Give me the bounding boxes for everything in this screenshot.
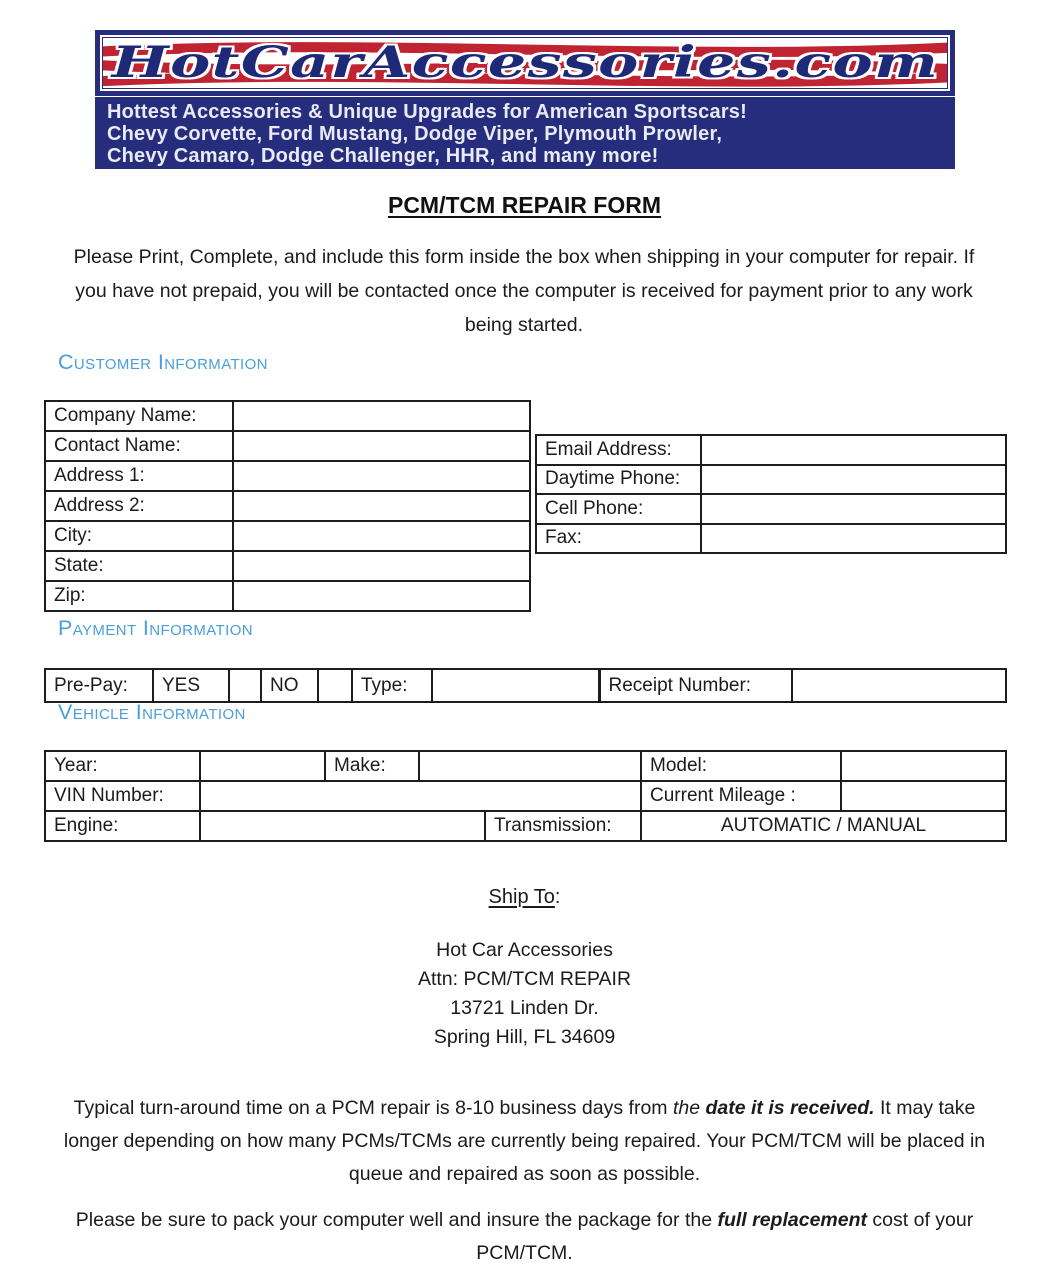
- customer-information-heading: Customer Information: [58, 350, 268, 374]
- label-cell-phone: Cell Phone:: [536, 494, 701, 524]
- contact-name-field[interactable]: [233, 431, 530, 461]
- label-fax: Fax:: [536, 524, 701, 554]
- label-city: City:: [45, 521, 233, 551]
- table-row: [45, 401, 530, 431]
- label-current-mileage: Current Mileage :: [641, 781, 841, 811]
- label-receipt-number: Receipt Number:: [599, 669, 792, 702]
- address-line-3: 13721 Linden Dr.: [450, 997, 599, 1019]
- tagline-line-3: Chevy Camaro, Dodge Challenger, HHR, and many more!: [107, 145, 659, 167]
- table-row: [45, 811, 1006, 841]
- fax-field[interactable]: [701, 524, 1006, 554]
- vehicle-information-heading: Vehicle Information: [58, 700, 246, 724]
- form-title: [0, 192, 1049, 219]
- table-row: [45, 491, 530, 521]
- label-type: Type:: [352, 669, 432, 702]
- zip-field[interactable]: [233, 581, 530, 611]
- ship-to-heading-colon: :: [554, 886, 561, 908]
- address-line-4: Spring Hill, FL 34609: [433, 1026, 616, 1048]
- payment-info-table: [44, 668, 1007, 703]
- address-line-1: Hot Car Accessories: [436, 939, 613, 961]
- table-row: [45, 669, 1006, 702]
- daytime-phone-field[interactable]: [701, 465, 1006, 495]
- label-transmission: Transmission:: [485, 811, 641, 841]
- intro-paragraph: Please Print, Complete, and include this form inside the box when shipping in your computer for repair. If you have not prepaid, you will be contacted once the computer is received for payment prior to any work being started.: [73, 246, 975, 336]
- vin-number-field[interactable]: [200, 781, 641, 811]
- packing-text-1: Please be sure to pack your computer well and insure the package for the: [75, 1209, 718, 1231]
- payment-information-heading: Payment Information: [58, 616, 253, 640]
- address-1-field[interactable]: [233, 461, 530, 491]
- prepay-yes-mark-cell[interactable]: [229, 669, 261, 702]
- city-field[interactable]: [233, 521, 530, 551]
- label-engine: Engine:: [45, 811, 200, 841]
- table-row: [45, 551, 530, 581]
- label-state: State:: [45, 551, 233, 581]
- logo-text-wrap: [103, 38, 947, 88]
- current-mileage-field[interactable]: [841, 781, 1006, 811]
- label-email-address: Email Address:: [536, 435, 701, 465]
- payment-type-field[interactable]: [432, 669, 599, 702]
- state-field[interactable]: [233, 551, 530, 581]
- label-pre-pay: Pre-Pay:: [45, 669, 153, 702]
- tagline-line-1: Hottest Accessories & Unique Upgrades for American Sportscars!: [107, 101, 747, 123]
- turnaround-text-1: Typical turn-around time on a PCM repair is 8-10 business days from: [73, 1097, 673, 1119]
- turnaround-text-2: It may take longer depending on how many PCMs/TCMs are currently being repaired. Your PCM/TCM will be placed in queue and repaired as soon as possible.: [63, 1097, 986, 1185]
- packing-paragraph: [58, 1204, 991, 1270]
- customer-info-table-left: [44, 400, 531, 612]
- ship-to-heading: [0, 886, 1049, 909]
- label-no: NO: [261, 669, 318, 702]
- tagline-line-2: Chevy Corvette, Ford Mustang, Dodge Viper, Plymouth Prowler,: [107, 123, 723, 145]
- transmission-options-value: AUTOMATIC / MANUAL: [641, 811, 1006, 841]
- tagline-band: [95, 97, 955, 169]
- table-row: [536, 465, 1006, 495]
- label-vin-number: VIN Number:: [45, 781, 200, 811]
- receipt-number-field[interactable]: [792, 669, 1006, 702]
- label-make: Make:: [325, 751, 419, 781]
- label-company-name: Company Name:: [45, 401, 233, 431]
- cell-phone-field[interactable]: [701, 494, 1006, 524]
- address-2-field[interactable]: [233, 491, 530, 521]
- packing-text-2: cost of your PCM/TCM.: [476, 1209, 974, 1264]
- logo-banner: [95, 30, 955, 96]
- engine-field[interactable]: [200, 811, 485, 841]
- table-row: [45, 781, 1006, 811]
- turnaround-bold-italic: date it is received.: [705, 1097, 875, 1119]
- label-address-1: Address 1:: [45, 461, 233, 491]
- year-field[interactable]: [200, 751, 325, 781]
- ship-to-address: [0, 936, 1049, 1052]
- table-row: [45, 461, 530, 491]
- email-address-field[interactable]: [701, 435, 1006, 465]
- packing-bold-italic: full replacement: [717, 1209, 868, 1231]
- make-field[interactable]: [419, 751, 641, 781]
- form-title-text: PCM/TCM REPAIR FORM: [387, 192, 661, 218]
- table-row: [45, 581, 530, 611]
- label-daytime-phone: Daytime Phone:: [536, 465, 701, 495]
- logo-inner-frame: [102, 37, 948, 89]
- ship-to-heading-text: Ship To: [488, 886, 555, 908]
- vehicle-info-table: [44, 750, 1007, 842]
- prepay-no-mark-cell[interactable]: [318, 669, 352, 702]
- label-address-2: Address 2:: [45, 491, 233, 521]
- label-yes: YES: [153, 669, 229, 702]
- table-row: [536, 524, 1006, 554]
- table-row: [45, 521, 530, 551]
- label-year: Year:: [45, 751, 200, 781]
- address-line-2: Attn: PCM/TCM REPAIR: [417, 968, 632, 990]
- turnaround-italic: the: [672, 1097, 706, 1119]
- label-zip: Zip:: [45, 581, 233, 611]
- table-row: [536, 435, 1006, 465]
- company-name-field[interactable]: [233, 401, 530, 431]
- table-row: [45, 431, 530, 461]
- turnaround-paragraph: [58, 1092, 991, 1191]
- model-field[interactable]: [841, 751, 1006, 781]
- table-row: [45, 751, 1006, 781]
- label-model: Model:: [641, 751, 841, 781]
- logo-text: HotCarAccessories.com: [111, 37, 939, 88]
- table-row: [536, 494, 1006, 524]
- customer-info-table-right: [535, 434, 1007, 554]
- label-contact-name: Contact Name:: [45, 431, 233, 461]
